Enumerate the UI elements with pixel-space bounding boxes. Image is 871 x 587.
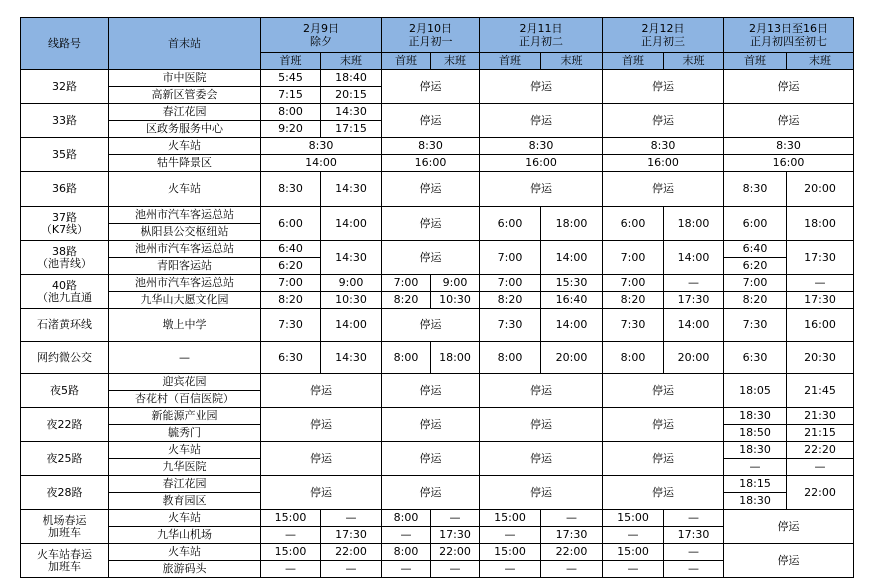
status-cell: 停运	[603, 374, 724, 408]
route-name: （池青线）	[37, 256, 92, 270]
last-bus-cell: 17:30	[431, 527, 480, 544]
first-bus-cell: —	[603, 527, 664, 544]
station-cell: 火车站	[109, 544, 261, 561]
last-bus-cell: 16:00	[603, 155, 724, 172]
first-bus-cell: 6:00	[603, 207, 664, 241]
status-cell: 停运	[382, 241, 480, 275]
last-bus-cell: 20:00	[787, 172, 854, 207]
table-row	[21, 155, 854, 172]
first-bus-cell: 8:20	[724, 292, 787, 309]
route-name: 夜5路	[50, 383, 79, 397]
route-name: 36路	[52, 182, 77, 195]
table-row	[21, 241, 854, 258]
status-cell: 停运	[480, 374, 603, 408]
station-cell: 枞阳县公交枢纽站	[109, 224, 261, 241]
first-bus-cell: 8:00	[603, 342, 664, 374]
first-bus-cell: —	[261, 561, 321, 578]
first-bus-cell: 18:50	[724, 425, 787, 442]
status-cell: 停运	[603, 476, 724, 510]
status-cell: 停运	[480, 70, 603, 104]
status-cell: 停运	[261, 374, 382, 408]
last-bus-cell: 14:00	[541, 309, 603, 342]
status-cell: 停运	[724, 510, 854, 544]
last-bus-cell: 18:00	[787, 207, 854, 241]
last-bus-cell: 20:00	[664, 342, 724, 374]
status-cell: 停运	[724, 104, 854, 138]
last-bus-cell: —	[787, 459, 854, 476]
station-cell: 市中医院	[109, 70, 261, 87]
last-bus-cell: —	[431, 561, 480, 578]
last-bus-cell: —	[321, 510, 382, 527]
first-bus-cell: 6:40	[261, 241, 321, 258]
station-cell: 青阳客运站	[109, 258, 261, 275]
route-cell	[21, 544, 109, 578]
table-row	[21, 172, 854, 207]
last-bus-cell: 16:00	[480, 155, 603, 172]
station-cell: 高新区管委会	[109, 87, 261, 104]
route-name: 33路	[52, 113, 77, 127]
table-row	[21, 70, 854, 87]
first-bus-cell: 15:00	[480, 510, 541, 527]
last-bus-header: 末班	[541, 53, 603, 70]
route-cell	[21, 309, 109, 342]
table-row	[21, 544, 854, 561]
last-bus-cell: 14:00	[321, 309, 382, 342]
last-bus-cell: 22:00	[431, 544, 480, 561]
first-bus-cell: 8:00	[480, 342, 541, 374]
route-cell	[21, 510, 109, 544]
status-cell: 停运	[261, 442, 382, 476]
first-bus-cell: 7:00	[724, 275, 787, 292]
period-header	[261, 18, 382, 53]
first-bus-cell: —	[382, 561, 431, 578]
route-name: 32路	[52, 79, 77, 93]
schedule-table	[20, 17, 854, 578]
last-bus-cell: 21:30	[787, 408, 854, 425]
route-name: 网约微公交	[37, 350, 92, 364]
header-row	[21, 18, 854, 53]
last-bus-cell: 14:30	[321, 241, 382, 275]
first-bus-cell: —	[603, 561, 664, 578]
last-bus-cell: 17:30	[787, 292, 854, 309]
station-cell: 池州市汽车客运总站	[109, 207, 261, 224]
table-row	[21, 342, 854, 374]
first-bus-cell: 8:20	[261, 292, 321, 309]
route-name: 夜22路	[46, 417, 83, 431]
last-bus-cell: 22:00	[787, 476, 854, 510]
last-bus-cell: 17:30	[541, 527, 603, 544]
last-bus-header: 末班	[431, 53, 480, 70]
status-cell: 停运	[382, 476, 480, 510]
status-cell: 停运	[724, 70, 854, 104]
station-cell: 火车站	[109, 138, 261, 155]
status-cell: 停运	[724, 544, 854, 578]
first-bus-cell: 9:20	[261, 121, 321, 138]
route-cell	[21, 476, 109, 510]
first-bus-cell: 8:20	[382, 292, 431, 309]
last-bus-cell: 9:00	[431, 275, 480, 292]
last-bus-cell: —	[541, 561, 603, 578]
first-bus-cell: 8:00	[382, 342, 431, 374]
last-bus-cell: —	[541, 510, 603, 527]
station-cell: —	[109, 342, 261, 374]
first-bus-cell: 7:00	[261, 275, 321, 292]
first-bus-cell: 7:30	[261, 309, 321, 342]
first-bus-cell: 8:30	[261, 138, 382, 155]
status-cell: 停运	[480, 476, 603, 510]
station-cell: 池州市汽车客运总站	[109, 241, 261, 258]
last-bus-cell: 14:00	[261, 155, 382, 172]
last-bus-cell: 21:45	[787, 374, 854, 408]
first-bus-cell: 7:30	[603, 309, 664, 342]
last-bus-cell: 21:15	[787, 425, 854, 442]
period-header	[382, 18, 480, 53]
route-cell	[21, 442, 109, 476]
last-bus-cell: 20:00	[541, 342, 603, 374]
first-bus-cell: 7:15	[261, 87, 321, 104]
route-name: 40路	[52, 278, 77, 292]
table-row	[21, 476, 854, 493]
last-bus-cell: 14:30	[321, 172, 382, 207]
status-cell: 停运	[382, 207, 480, 241]
route-cell	[21, 104, 109, 138]
station-cell: 教育园区	[109, 493, 261, 510]
first-bus-cell: —	[724, 459, 787, 476]
last-bus-header: 末班	[787, 53, 854, 70]
route-name: 37路	[52, 210, 77, 224]
last-bus-cell: 18:00	[664, 207, 724, 241]
first-bus-cell: 15:00	[603, 544, 664, 561]
last-bus-cell: —	[664, 561, 724, 578]
period-day: 除夕	[310, 35, 332, 48]
first-bus-cell: 18:30	[724, 493, 787, 510]
first-bus-cell: 7:00	[480, 275, 541, 292]
last-bus-cell: —	[321, 561, 382, 578]
last-bus-cell: —	[664, 544, 724, 561]
first-bus-cell: 15:00	[261, 544, 321, 561]
station-cell: 火车站	[109, 510, 261, 527]
first-bus-cell: 7:30	[480, 309, 541, 342]
period-day: 正月初一	[408, 35, 453, 48]
status-cell: 停运	[480, 442, 603, 476]
last-bus-cell: 18:00	[431, 342, 480, 374]
last-bus-cell: 17:30	[787, 241, 854, 275]
first-bus-cell: 8:30	[724, 172, 787, 207]
period-date: 2月9日	[303, 22, 339, 35]
table-row	[21, 309, 854, 342]
first-bus-cell: 8:30	[724, 138, 854, 155]
last-bus-cell: 22:00	[321, 544, 382, 561]
first-bus-cell: 18:30	[724, 442, 787, 459]
last-bus-cell: 14:00	[664, 241, 724, 275]
first-bus-cell: 8:20	[480, 292, 541, 309]
first-bus-cell: 8:30	[261, 172, 321, 207]
route-name: 35路	[52, 147, 77, 161]
first-bus-cell: 15:00	[261, 510, 321, 527]
station-cell: 池州市汽车客运总站	[109, 275, 261, 292]
last-bus-cell: —	[664, 275, 724, 292]
first-bus-cell: 6:30	[724, 342, 787, 374]
route-name: 加班车	[48, 559, 81, 573]
route-name: （K7线）	[40, 222, 89, 236]
route-name: 38路	[52, 244, 77, 258]
first-bus-cell: 7:00	[603, 241, 664, 275]
first-bus-cell: 7:30	[724, 309, 787, 342]
table-row	[21, 207, 854, 224]
route-cell	[21, 342, 109, 374]
station-cell: 九华医院	[109, 459, 261, 476]
status-cell: 停运	[603, 70, 724, 104]
first-bus-cell: 5:45	[261, 70, 321, 87]
route-name: 火车站春运	[37, 547, 92, 561]
status-cell: 停运	[382, 374, 480, 408]
station-cell: 新能源产业园	[109, 408, 261, 425]
table-row	[21, 374, 854, 391]
last-bus-cell: 10:30	[321, 292, 382, 309]
first-bus-cell: 7:00	[603, 275, 664, 292]
last-bus-cell: 17:30	[664, 292, 724, 309]
route-cell	[21, 207, 109, 241]
status-cell: 停运	[480, 408, 603, 442]
first-bus-cell: 18:30	[724, 408, 787, 425]
first-bus-cell: 6:40	[724, 241, 787, 258]
route-cell	[21, 408, 109, 442]
last-bus-cell: 20:15	[321, 87, 382, 104]
last-bus-cell: —	[787, 275, 854, 292]
last-bus-cell: 14:00	[321, 207, 382, 241]
last-bus-header: 末班	[321, 53, 382, 70]
status-cell: 停运	[603, 442, 724, 476]
last-bus-cell: 15:30	[541, 275, 603, 292]
period-date: 2月11日	[519, 22, 563, 35]
station-cell: 毓秀门	[109, 425, 261, 442]
status-cell: 停运	[382, 172, 480, 207]
last-bus-cell: 20:30	[787, 342, 854, 374]
status-cell: 停运	[261, 408, 382, 442]
status-cell: 停运	[480, 104, 603, 138]
route-name: 加班车	[48, 525, 81, 539]
route-name: （池九直通	[37, 290, 92, 304]
status-cell: 停运	[480, 172, 603, 207]
route-name: 石渚黄环线	[37, 318, 92, 331]
first-bus-cell: 8:00	[382, 544, 431, 561]
station-cell: 旅游码头	[109, 561, 261, 578]
station-cell: 区政务服务中心	[109, 121, 261, 138]
first-bus-cell: —	[382, 527, 431, 544]
station-cell: 春江花园	[109, 104, 261, 121]
route-cell	[21, 70, 109, 104]
table-row	[21, 408, 854, 425]
last-bus-cell: 16:00	[787, 309, 854, 342]
station-cell: 九华山机场	[109, 527, 261, 544]
period-date: 2月10日	[409, 22, 452, 35]
route-cell	[21, 241, 109, 275]
status-cell: 停运	[603, 172, 724, 207]
first-bus-cell: 7:00	[382, 275, 431, 292]
status-cell: 停运	[382, 104, 480, 138]
route-name: 机场春运	[42, 513, 87, 527]
route-column-header: 线路号	[21, 18, 109, 70]
status-cell: 停运	[382, 70, 480, 104]
schedule-body	[21, 18, 854, 578]
station-cell: 火车站	[109, 172, 261, 207]
table-row	[21, 510, 854, 527]
first-bus-cell: 7:00	[480, 241, 541, 275]
last-bus-cell: 22:20	[787, 442, 854, 459]
last-bus-cell: 16:40	[541, 292, 603, 309]
last-bus-cell: 17:30	[664, 527, 724, 544]
first-bus-cell: 8:30	[603, 138, 724, 155]
status-cell: 停运	[382, 408, 480, 442]
route-cell	[21, 138, 109, 172]
first-bus-cell: 18:15	[724, 476, 787, 493]
first-bus-cell: 8:30	[382, 138, 480, 155]
first-bus-cell: 8:00	[382, 510, 431, 527]
station-cell: 杏花村（百信医院）	[109, 391, 261, 408]
route-name: 夜25路	[46, 451, 83, 465]
first-bus-cell: 6:30	[261, 342, 321, 374]
period-date: 2月12日	[641, 22, 685, 35]
first-bus-cell: —	[480, 561, 541, 578]
first-bus-cell: 6:00	[724, 207, 787, 241]
stations-column-header: 首末站	[109, 18, 261, 70]
station-cell: 春江花园	[109, 476, 261, 493]
first-bus-cell: 6:00	[480, 207, 541, 241]
status-cell: 停运	[261, 476, 382, 510]
table-row	[21, 292, 854, 309]
table-row	[21, 138, 854, 155]
route-cell	[21, 172, 109, 207]
period-header	[480, 18, 603, 53]
last-bus-cell: 14:00	[541, 241, 603, 275]
first-bus-cell: —	[261, 527, 321, 544]
station-cell: 九华山大愿文化园	[109, 292, 261, 309]
last-bus-cell: 18:00	[541, 207, 603, 241]
last-bus-cell: 18:40	[321, 70, 382, 87]
station-cell: 牯牛降景区	[109, 155, 261, 172]
status-cell: 停运	[603, 104, 724, 138]
table-row	[21, 104, 854, 121]
status-cell: 停运	[382, 442, 480, 476]
first-bus-cell: 6:00	[261, 207, 321, 241]
period-day: 正月初四至初七	[750, 35, 827, 48]
last-bus-cell: 22:00	[541, 544, 603, 561]
last-bus-header: 末班	[664, 53, 724, 70]
last-bus-cell: 16:00	[382, 155, 480, 172]
last-bus-cell: 17:30	[321, 527, 382, 544]
first-bus-cell: 8:30	[480, 138, 603, 155]
status-cell: 停运	[603, 408, 724, 442]
station-cell: 墩上中学	[109, 309, 261, 342]
first-bus-header: 首班	[261, 53, 321, 70]
last-bus-cell: 10:30	[431, 292, 480, 309]
last-bus-cell: —	[664, 510, 724, 527]
period-date: 2月13日至16日	[749, 22, 828, 35]
last-bus-cell: 14:30	[321, 104, 382, 121]
last-bus-cell: 14:00	[664, 309, 724, 342]
route-cell	[21, 275, 109, 309]
period-day: 正月初三	[641, 35, 685, 48]
station-cell: 迎宾花园	[109, 374, 261, 391]
last-bus-cell: 9:00	[321, 275, 382, 292]
first-bus-cell: 15:00	[603, 510, 664, 527]
route-cell	[21, 374, 109, 408]
last-bus-cell: 16:00	[724, 155, 854, 172]
first-bus-cell: 8:00	[261, 104, 321, 121]
last-bus-cell: 14:30	[321, 342, 382, 374]
first-bus-header: 首班	[382, 53, 431, 70]
status-cell: 停运	[382, 309, 480, 342]
first-bus-cell: 8:20	[603, 292, 664, 309]
table-row	[21, 442, 854, 459]
last-bus-cell: —	[431, 510, 480, 527]
period-header	[603, 18, 724, 53]
period-day: 正月初二	[519, 35, 563, 48]
first-bus-header: 首班	[724, 53, 787, 70]
first-bus-cell: 15:00	[480, 544, 541, 561]
last-bus-cell: 17:15	[321, 121, 382, 138]
first-bus-cell: 6:20	[261, 258, 321, 275]
route-name: 夜28路	[46, 485, 83, 499]
first-bus-cell: —	[480, 527, 541, 544]
period-header	[724, 18, 854, 53]
table-row	[21, 275, 854, 292]
first-bus-header: 首班	[603, 53, 664, 70]
first-bus-cell: 18:05	[724, 374, 787, 408]
first-bus-header: 首班	[480, 53, 541, 70]
station-cell: 火车站	[109, 442, 261, 459]
first-bus-cell: 6:20	[724, 258, 787, 275]
